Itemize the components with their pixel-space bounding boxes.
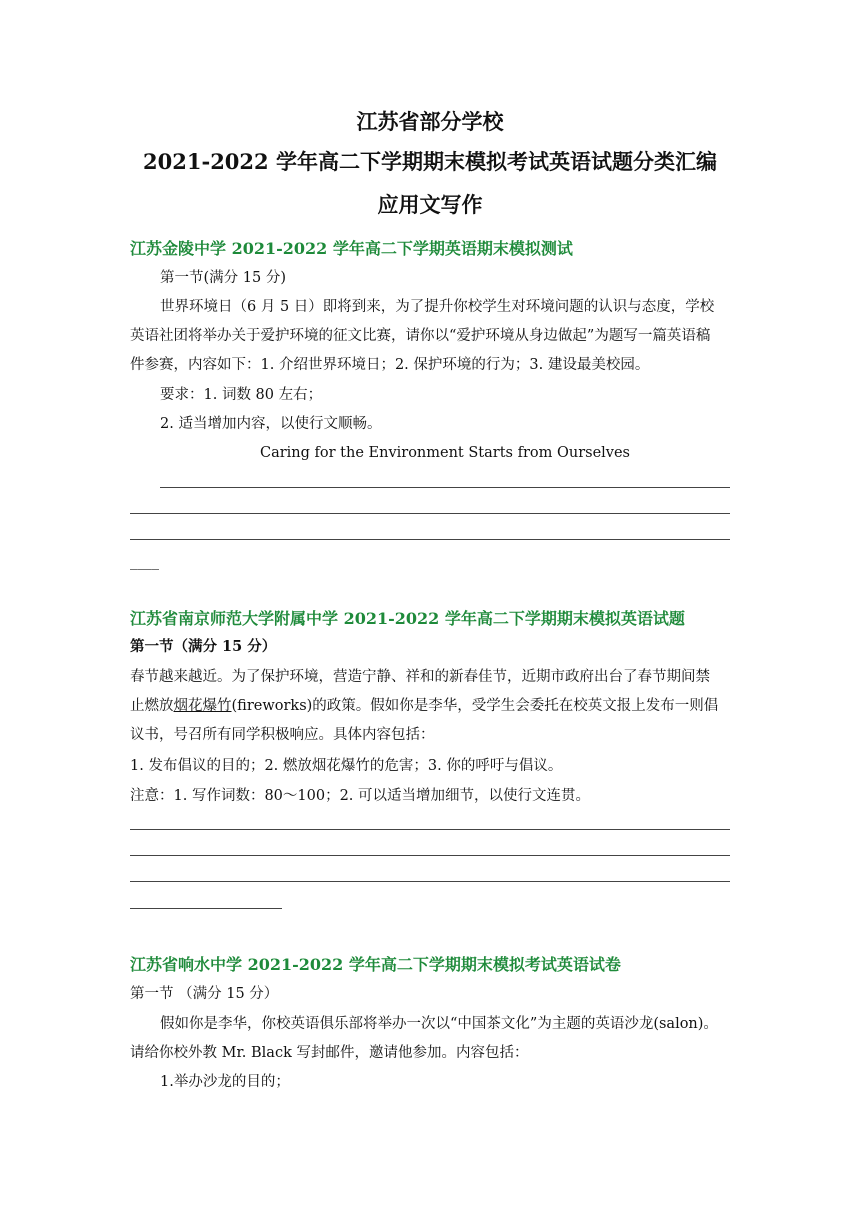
answer-line[interactable]	[130, 908, 282, 909]
para-text: 止燃放	[130, 698, 174, 714]
answer-line[interactable]	[130, 513, 730, 514]
section-2-points: 第一节（满分 15 分）	[130, 638, 277, 655]
section-1-para-line-1: 世界环境日（6 月 5 日）即将到来，为了提升你校学生对环境问题的认识与态度，学校	[160, 299, 715, 315]
answer-line-tail: ____	[130, 554, 159, 570]
essay-title: Caring for the Environment Starts from Ourselves	[259, 445, 631, 461]
section-3-points: 第一节 （满分 15 分）	[130, 986, 279, 1002]
section-2-heading: 江苏省南京师范大学附属中学 2021-2022 学年高二下学期期末模拟英语试题	[130, 609, 685, 628]
section-2-para-line-2	[130, 696, 718, 716]
answer-line[interactable]	[160, 487, 730, 488]
section-3-para-line-2: 请给你校外教 Mr. Black 写封邮件，邀请他参加。内容包括：	[130, 1045, 529, 1061]
section-3-list-item-1: 1.举办沙龙的目的；	[160, 1074, 290, 1090]
section-3-para-line-1: 假如你是李华，你校英语俱乐部将举办一次以“中国茶文化”为主题的英语沙龙(salon)。	[160, 1016, 718, 1032]
underlined-term: 烟花爆竹	[173, 698, 232, 714]
section-2-note: 注意：1. 写作词数：80～100；2. 可以适当增加细节，以使行文连贯。	[130, 788, 591, 804]
section-1-points: 第一节(满分 15 分)	[160, 270, 286, 286]
section-1-para-line-2: 英语社团将举办关于爱护环境的征文比赛，请你以“爱护环境从身边做起”为题写一篇英语稿	[130, 328, 711, 344]
section-1-heading: 江苏金陵中学 2021-2022 学年高二下学期英语期末模拟测试	[130, 239, 573, 258]
section-2-para-line-1: 春节越来越近。为了保护环境，营造宁静、祥和的新春佳节，近期市政府出台了春节期间禁	[130, 669, 710, 685]
answer-line[interactable]	[130, 829, 730, 830]
para-text: (fireworks)的政策。假如你是李华，受学生会委托在校英文报上发布一则倡	[231, 698, 719, 714]
doc-title-topic: 应用文写作	[377, 192, 483, 217]
section-1-requirement-2: 2. 适当增加内容，以使行文顺畅。	[160, 416, 382, 432]
answer-line[interactable]	[130, 881, 730, 882]
doc-title-region: 江苏省部分学校	[356, 109, 504, 134]
section-2-para-line-3: 议书，号召所有同学积极响应。具体内容包括：	[130, 727, 435, 743]
answer-line[interactable]	[130, 855, 730, 856]
section-3-heading: 江苏省响水中学 2021-2022 学年高二下学期期末模拟考试英语试卷	[130, 955, 621, 974]
section-1-requirement-1: 要求：1. 词数 80 左右；	[160, 387, 323, 403]
doc-title-main: 2021-2022 学年高二下学期期末模拟考试英语试题分类汇编	[143, 149, 717, 174]
answer-line[interactable]	[130, 539, 730, 540]
section-1-para-line-3: 件参赛，内容如下：1. 介绍世界环境日；2. 保护环境的行为；3. 建设最美校园。	[130, 357, 650, 373]
section-2-list: 1. 发布倡议的目的；2. 燃放烟花爆竹的危害；3. 你的呼吁与倡议。	[130, 758, 563, 774]
